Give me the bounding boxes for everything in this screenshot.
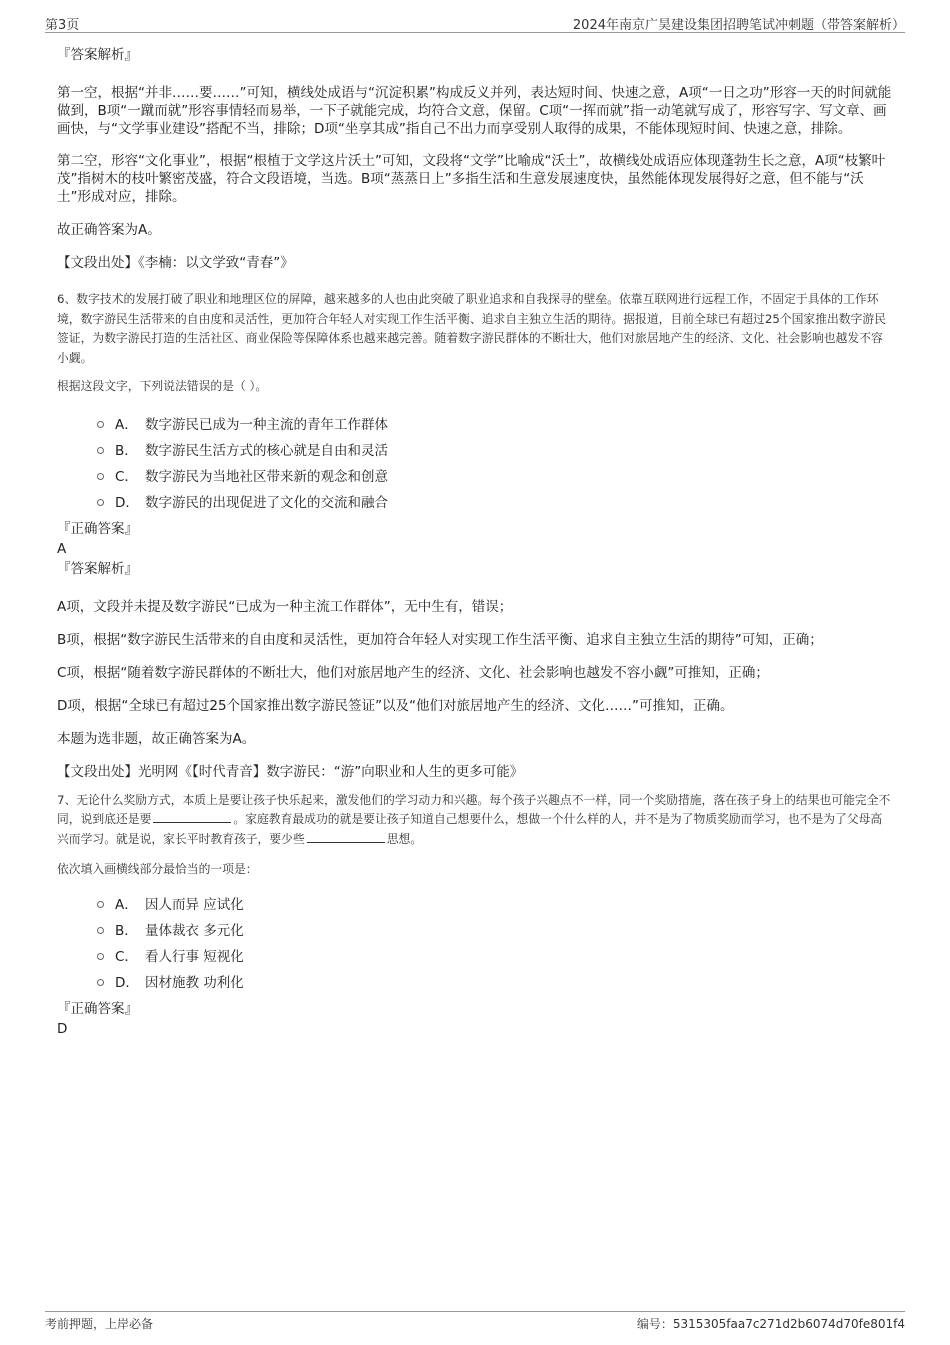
q6-option-b[interactable] xyxy=(57,438,893,464)
q7-options xyxy=(57,892,893,996)
document-id: 编号：5315305faa7c271d2b6074d70fe801f4 xyxy=(636,1317,905,1331)
option-text: 数字游民生活方式的核心就是自由和灵活 xyxy=(145,442,388,459)
q6-source: 【文段出处】光明网《【时代青音】数字游民：“游”向职业和人生的更多可能》 xyxy=(57,763,524,780)
radio-icon[interactable] xyxy=(97,901,104,908)
option-letter: B． xyxy=(115,442,138,459)
radio-icon[interactable] xyxy=(97,421,104,428)
q6-analysis-label: 『答案解析』 xyxy=(57,560,138,577)
q7-prompt: 依次填入画横线部分最恰当的一项是： xyxy=(57,862,258,876)
q7-option-b[interactable] xyxy=(57,918,893,944)
footer-slogan: 考前押题，上岸必备 xyxy=(45,1317,154,1331)
document-body xyxy=(57,40,893,1038)
q7-option-d[interactable] xyxy=(57,970,893,996)
option-letter: C． xyxy=(115,948,138,965)
q7-stem-middle: 。家庭教育最成功的就是要让孩子知道自己想要什么，想做一个什么样的人，并不是为了物质奖励而学习，也不是为了父母高兴而学习。就是说，家长平时教育孩子，要少些 xyxy=(57,812,883,846)
option-letter: B． xyxy=(115,922,138,939)
radio-icon[interactable] xyxy=(97,499,104,506)
option-letter: D． xyxy=(115,494,139,511)
q6-prompt: 根据这段文字，下列说法错误的是（ ）。 xyxy=(57,379,268,393)
fill-blank-2 xyxy=(307,830,385,843)
q7-stem-before: 7、无论什么奖励方式，本质上是要让孩子快乐起来，激发他们的学习动力和兴趣。每个孩子兴趣点不一样，同一个奖励措施，落在孩子身上的结果也可能完全不同，说到底还是要 xyxy=(57,792,891,826)
q5-conclusion: 故正确答案为A。 xyxy=(57,222,161,238)
radio-icon[interactable] xyxy=(97,979,104,986)
q6-option-c[interactable] xyxy=(57,464,893,490)
option-letter: A． xyxy=(115,896,138,913)
option-text: 数字游民为当地社区带来新的观念和创意 xyxy=(145,468,388,485)
q6-option-d[interactable] xyxy=(57,490,893,516)
q6-analysis-d: D项，根据“全球已有超过25个国家推出数字游民签证”以及“他们对旅居地产生的经济、文化……”可推知，正确。 xyxy=(57,697,734,714)
radio-icon[interactable] xyxy=(97,927,104,934)
q7-answer: D xyxy=(57,1020,68,1037)
q6-analysis-c: C项，根据“随着数字游民群体的不断壮大，他们对旅居地产生的经济、文化、社会影响也越发不容小觑”可推知，正确； xyxy=(57,664,769,681)
q7-option-a[interactable] xyxy=(57,892,893,918)
q5-analysis-label: 『答案解析』 xyxy=(57,47,138,63)
radio-icon[interactable] xyxy=(97,473,104,480)
option-text: 看人行事 短视化 xyxy=(145,948,244,965)
q6-conclusion: 本题为选非题，故正确答案为A。 xyxy=(57,730,256,747)
page-footer xyxy=(45,1311,905,1334)
option-text: 因材施教 功利化 xyxy=(145,974,244,991)
q6-answer: A xyxy=(57,540,67,557)
q5-source: 【文段出处】《李楠：以文学致“青春”》 xyxy=(57,255,294,271)
q5-analysis-para1: 第一空，根据“并非……要……”可知，横线处成语与“沉淀积累”构成反义并列，表达短时间、快速之意，A项“一日之功”形容一天的时间就能做到，B项“一蹴而就”形容事情轻而易举，一下子就能完成，均符合文意，保留。C项“一挥而就”指一动笔就写成了，形容写字、写文章、画画快，与“文学事业建设”搭配不当，排除；D项“坐享其成”指自己不出力而享受别人取得的成果，不能体现短时间、快速之意，排除。 xyxy=(57,85,892,137)
option-text: 因人而异 应试化 xyxy=(145,896,244,913)
option-letter: C． xyxy=(115,468,138,485)
q7-answer-label: 『正确答案』 xyxy=(57,1000,138,1017)
option-text: 量体裁衣 多元化 xyxy=(145,922,244,939)
radio-icon[interactable] xyxy=(97,447,104,454)
q6-answer-label: 『正确答案』 xyxy=(57,520,138,537)
option-text: 数字游民的出现促进了文化的交流和融合 xyxy=(145,494,388,511)
fill-blank-1 xyxy=(153,810,231,823)
q7-stem-after: 思想。 xyxy=(386,831,423,846)
q6-options xyxy=(57,412,893,516)
q6-analysis-b: B项，根据“数字游民生活带来的自由度和灵活性，更加符合年轻人对实现工作生活平衡、追求自主独立生活的期待”可知，正确； xyxy=(57,631,823,648)
document-title: 2024年南京广昊建设集团招聘笔试冲刺题（带答案解析） xyxy=(572,18,905,33)
q5-analysis-para2: 第二空，形容“文化事业”，根据“根植于文学这片沃土”可知，文段将“文学”比喻成“沃土”，故横线处成语应体现蓬勃生长之意，A项“枝繁叶茂”指树木的枝叶繁密茂盛，符合文段语境，当选。B项“蒸蒸日上”多指生活和生意发展速度快，虽然能体现发展得好之意，但不能与“沃土”形成对应，排除。 xyxy=(57,153,886,205)
page-header xyxy=(45,10,905,33)
q6-analysis-a: A项，文段并未提及数字游民“已成为一种主流工作群体”，无中生有，错误； xyxy=(57,598,513,615)
page-number: 第3页 xyxy=(45,18,80,33)
q7-stem xyxy=(57,791,893,850)
option-text: 数字游民已成为一种主流的青年工作群体 xyxy=(145,416,388,433)
option-letter: A． xyxy=(115,416,138,433)
q7-option-c[interactable] xyxy=(57,944,893,970)
q6-option-a[interactable] xyxy=(57,412,893,438)
radio-icon[interactable] xyxy=(97,953,104,960)
q6-stem: 6、数字技术的发展打破了职业和地理区位的屏障，越来越多的人也由此突破了职业追求和自我探寻的壁垒。依靠互联网进行远程工作，不固定于具体的工作环境，数字游民生活带来的自由度和灵活性，更加符合年轻人对实现工作生活平衡、追求自主独立生活的期待。据报道，目前全球已有超过25个国家推出数字游民签证，为数字游民打造的生活社区、商业保险等保障体系也越来越完善。随着数字游民群体的不断壮大，他们对旅居地产生的经济、文化、社会影响也越发不容小觑。 xyxy=(57,292,887,365)
option-letter: D． xyxy=(115,974,139,991)
